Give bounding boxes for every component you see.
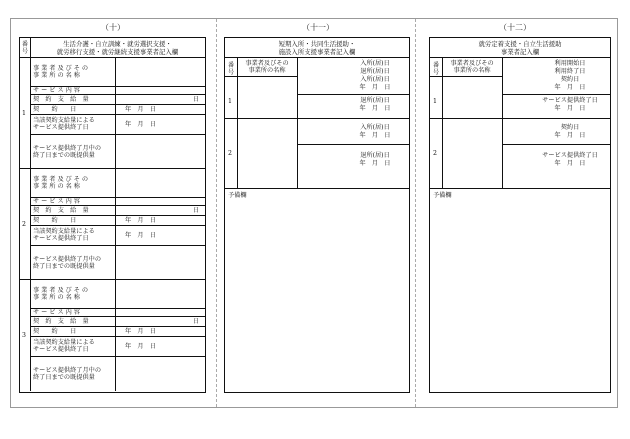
- service-end-label: サービス提供終了日: [542, 97, 598, 104]
- contract-date-label: 契約日: [560, 124, 580, 131]
- field-unit: 日: [192, 317, 199, 325]
- divider: [430, 188, 610, 189]
- record-block: [20, 169, 205, 280]
- in-date-label: 入所(居)日: [360, 124, 390, 131]
- remarks-label: 予備欄: [433, 192, 452, 199]
- in-date-label: 入所(居)日: [360, 60, 390, 67]
- field-label: 契 約 日: [33, 105, 77, 113]
- divider: [502, 144, 610, 145]
- section-12-table: [429, 37, 611, 393]
- column-divider: [216, 19, 217, 407]
- divider: [30, 336, 205, 337]
- remarks-label: 予備欄: [228, 192, 247, 199]
- divider: [30, 245, 205, 246]
- out-date-label: 退所(居)日: [360, 97, 390, 104]
- date-field: 年 月 日: [359, 132, 391, 139]
- out-date-label: 退所(居)日: [360, 68, 390, 75]
- field-label: サ ー ビ ス 内 容: [33, 197, 80, 205]
- divider: [225, 76, 297, 77]
- field-label: 終了日までの既提供量: [33, 262, 95, 270]
- service-end-label: サービス提供終了日: [542, 152, 598, 159]
- section-12-header: 就労定着支援・自立生活援助 事業者記入欄: [430, 38, 610, 58]
- divider: [225, 118, 409, 119]
- field-label: サービス提供終了月中の: [33, 255, 102, 263]
- number-header: 番: [228, 62, 235, 69]
- divider: [225, 188, 409, 189]
- provider-header: 事業所の名称: [248, 67, 286, 74]
- field-label: サービス提供終了日: [33, 346, 89, 353]
- divider: [297, 144, 409, 145]
- field-unit: 年 月 日: [125, 120, 156, 128]
- field-unit: 年 月 日: [125, 216, 156, 224]
- contract-date-label: 契約日: [560, 76, 580, 83]
- field-label: 事 業 者 及 び そ の: [33, 176, 89, 183]
- field-label: 契 約 日: [33, 327, 77, 335]
- divider: [30, 114, 205, 115]
- number-header: 号: [228, 69, 235, 76]
- divider: [30, 134, 205, 135]
- row-number: 1: [22, 109, 26, 117]
- form-page: [10, 18, 618, 408]
- section-11-table: [224, 37, 410, 393]
- date-field: 年 月 日: [554, 132, 586, 139]
- row-number: 1: [433, 98, 437, 105]
- divider: [30, 356, 205, 357]
- field-unit: 日: [192, 206, 199, 214]
- field-label: 事 業 者 及 び そ の: [33, 65, 89, 72]
- provider-header: 事業者及びその: [245, 60, 289, 67]
- field-label: 事 業 所 の 名 称: [33, 294, 80, 301]
- field-unit: 年 月 日: [125, 231, 156, 239]
- divider: [237, 58, 238, 188]
- row-number: 2: [22, 220, 26, 228]
- field-label: サービス提供終了日: [33, 235, 89, 242]
- field-unit: 年 月 日: [125, 342, 156, 350]
- divider: [430, 76, 502, 77]
- field-unit: 年 月 日: [125, 105, 156, 113]
- field-label: 契 約 日: [33, 216, 77, 224]
- divider: [502, 94, 610, 95]
- field-label: サービス提供終了月中の: [33, 144, 102, 152]
- field-label: サービス提供終了月中の: [33, 366, 102, 374]
- start-date-label: 利用開始日: [554, 60, 586, 67]
- in-date-label: 入所(居)日: [360, 76, 390, 83]
- section-11-title: （十一）: [302, 23, 334, 32]
- row-number: 1: [228, 98, 232, 105]
- column-divider: [415, 19, 416, 407]
- date-field: 年 月 日: [359, 160, 391, 167]
- date-field: 年 月 日: [554, 84, 586, 91]
- field-label: 事 業 所 の 名 称: [33, 72, 80, 79]
- divider: [297, 58, 298, 188]
- field-label: 当該契約支給量による: [33, 117, 95, 124]
- field-label: 終了日までの既提供量: [33, 151, 95, 159]
- section-11-header: 短期入所・共同生活援助・ 施設入所支援事業者記入欄: [225, 38, 409, 58]
- field-label: サ ー ビ ス 内 容: [33, 86, 80, 94]
- number-header: 号: [433, 69, 440, 76]
- field-label: サービス提供終了日: [33, 124, 89, 131]
- divider: [430, 118, 610, 119]
- field-label: 当該契約支給量による: [33, 339, 95, 346]
- record-block: [20, 58, 205, 169]
- divider: [297, 94, 409, 95]
- record-block: [20, 280, 205, 391]
- date-field: 年 月 日: [359, 105, 391, 112]
- section-10-header: 番号 生活介護・自立訓練・就労選択支援・ 就労移行支援・就労継続支援事業者記入欄: [20, 38, 205, 58]
- field-label: サ ー ビ ス 内 容: [33, 308, 80, 316]
- section-10-title: （十）: [101, 23, 125, 32]
- field-label: 契 約 支 給 量: [33, 95, 89, 103]
- divider: [30, 225, 205, 226]
- row-number: 3: [22, 331, 26, 339]
- field-label: 終了日までの既提供量: [33, 373, 95, 381]
- number-header: 番号: [20, 38, 31, 57]
- number-header: 番: [433, 62, 440, 69]
- section-12-title: （十二）: [499, 23, 531, 32]
- divider: [442, 58, 443, 188]
- field-label: 契 約 支 給 量: [33, 317, 89, 325]
- date-field: 年 月 日: [554, 105, 586, 112]
- provider-header: 事業者及びその: [450, 60, 494, 67]
- field-unit: 年 月 日: [125, 327, 156, 335]
- section-10-table: [19, 37, 206, 393]
- field-label: 事 業 所 の 名 称: [33, 183, 80, 190]
- row-number: 2: [433, 150, 437, 157]
- field-label: 当該契約支給量による: [33, 228, 95, 235]
- out-date-label: 退所(居)日: [360, 152, 390, 159]
- field-unit: 日: [192, 95, 199, 103]
- row-number: 2: [228, 150, 232, 157]
- date-field: 年 月 日: [554, 160, 586, 167]
- field-label: 契 約 支 給 量: [33, 206, 89, 214]
- provider-header: 事業所の名称: [453, 67, 491, 74]
- date-field: 年 月 日: [359, 84, 391, 91]
- divider: [502, 58, 503, 188]
- field-label: 事 業 者 及 び そ の: [33, 287, 89, 294]
- end-date-label: 利用終了日: [554, 68, 586, 75]
